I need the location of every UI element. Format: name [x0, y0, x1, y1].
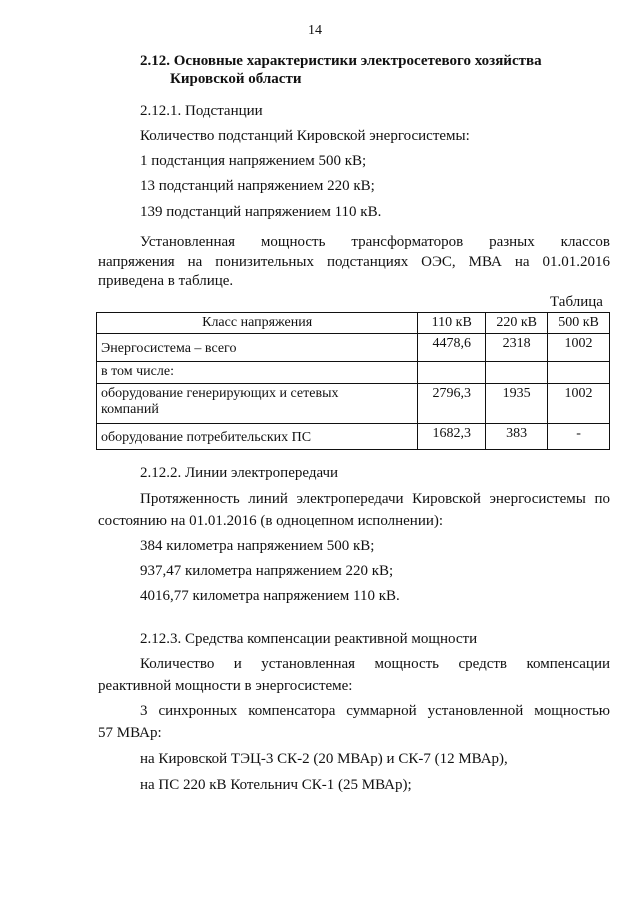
table-cell-500: 1002 [548, 334, 610, 362]
section-heading-line1: 2.12. Основные характеристики электросетевого хозяйства [140, 53, 542, 69]
table-cell-label: Энергосистема – всего [97, 334, 418, 362]
substation-item-220: 13 подстанций напряжением 220 кВ; [140, 178, 375, 194]
substations-intro: Количество подстанций Кировской энергосистемы: [140, 128, 470, 144]
line-item-500: 384 километра напряжением 500 кВ; [140, 538, 375, 554]
table-row [97, 384, 610, 424]
capacity-paragraph-line2: напряжения на понизительных подстанциях ОЭС, МВА на 01.01.2016 [98, 254, 610, 270]
table-header-row [97, 313, 610, 334]
table-header-110: 110 кВ [418, 313, 486, 334]
section-heading-line2: Кировской области [170, 71, 302, 87]
table-cell-110 [418, 362, 486, 384]
table-cell-110: 1682,3 [418, 424, 486, 450]
table-header-500: 500 кВ [548, 313, 610, 334]
table-cell-label: оборудование потребительских ПС [97, 424, 418, 450]
table-cell-label: оборудование генерирующих и сетевых компаний [97, 384, 418, 424]
table-caption: Таблица [550, 294, 603, 310]
capacity-paragraph-line3: приведена в таблице. [98, 273, 234, 289]
lines-intro-line2: состоянию на 01.01.2016 (в одноцепном исполнении): [98, 513, 444, 529]
table-cell-500 [548, 362, 610, 384]
table-cell-220 [486, 362, 548, 384]
substations-title: 2.12.1. Подстанции [140, 103, 263, 119]
table-row [97, 424, 610, 450]
table-cell-500: - [548, 424, 610, 450]
sync-compensators-line2: 57 МВАр: [98, 725, 162, 741]
compensator-item-kotelnich: на ПС 220 кВ Котельнич СК-1 (25 МВАр); [140, 777, 412, 793]
table-cell-label: в том числе: [97, 362, 418, 384]
sync-compensators-line1: 3 синхронных компенсатора суммарной установленной мощностью [140, 703, 610, 719]
table-row [97, 334, 610, 362]
line-item-110: 4016,77 километра напряжением 110 кВ. [140, 588, 400, 604]
table-header-220: 220 кВ [486, 313, 548, 334]
table-cell-220: 383 [486, 424, 548, 450]
table-row [97, 362, 610, 384]
compensator-item-tec3: на Кировской ТЭЦ-3 СК-2 (20 МВАр) и СК-7 (12 МВАр), [140, 751, 508, 767]
table-cell-110: 2796,3 [418, 384, 486, 424]
table-cell-220: 1935 [486, 384, 548, 424]
table-cell-110: 4478,6 [418, 334, 486, 362]
table-header-class: Класс напряжения [97, 313, 418, 334]
substation-item-500: 1 подстанция напряжением 500 кВ; [140, 153, 367, 169]
table-cell-220: 2318 [486, 334, 548, 362]
lines-intro-line1: Протяженность линий электропередачи Кировской энергосистемы по [140, 491, 610, 507]
compensation-intro-line2: реактивной мощности в энергосистеме: [98, 678, 353, 694]
substation-item-110: 139 подстанций напряжением 110 кВ. [140, 204, 382, 220]
page-number: 14 [308, 23, 322, 38]
capacity-paragraph-line1: Установленная мощность трансформаторов разных классов [140, 234, 610, 250]
compensation-intro-line1: Количество и установленная мощность средств компенсации [140, 656, 610, 672]
line-item-220: 937,47 километра напряжением 220 кВ; [140, 563, 394, 579]
table-cell-500: 1002 [548, 384, 610, 424]
transformer-capacity-table [96, 312, 610, 450]
lines-title: 2.12.2. Линии электропередачи [140, 465, 339, 481]
compensation-title: 2.12.3. Средства компенсации реактивной мощности [140, 631, 478, 647]
